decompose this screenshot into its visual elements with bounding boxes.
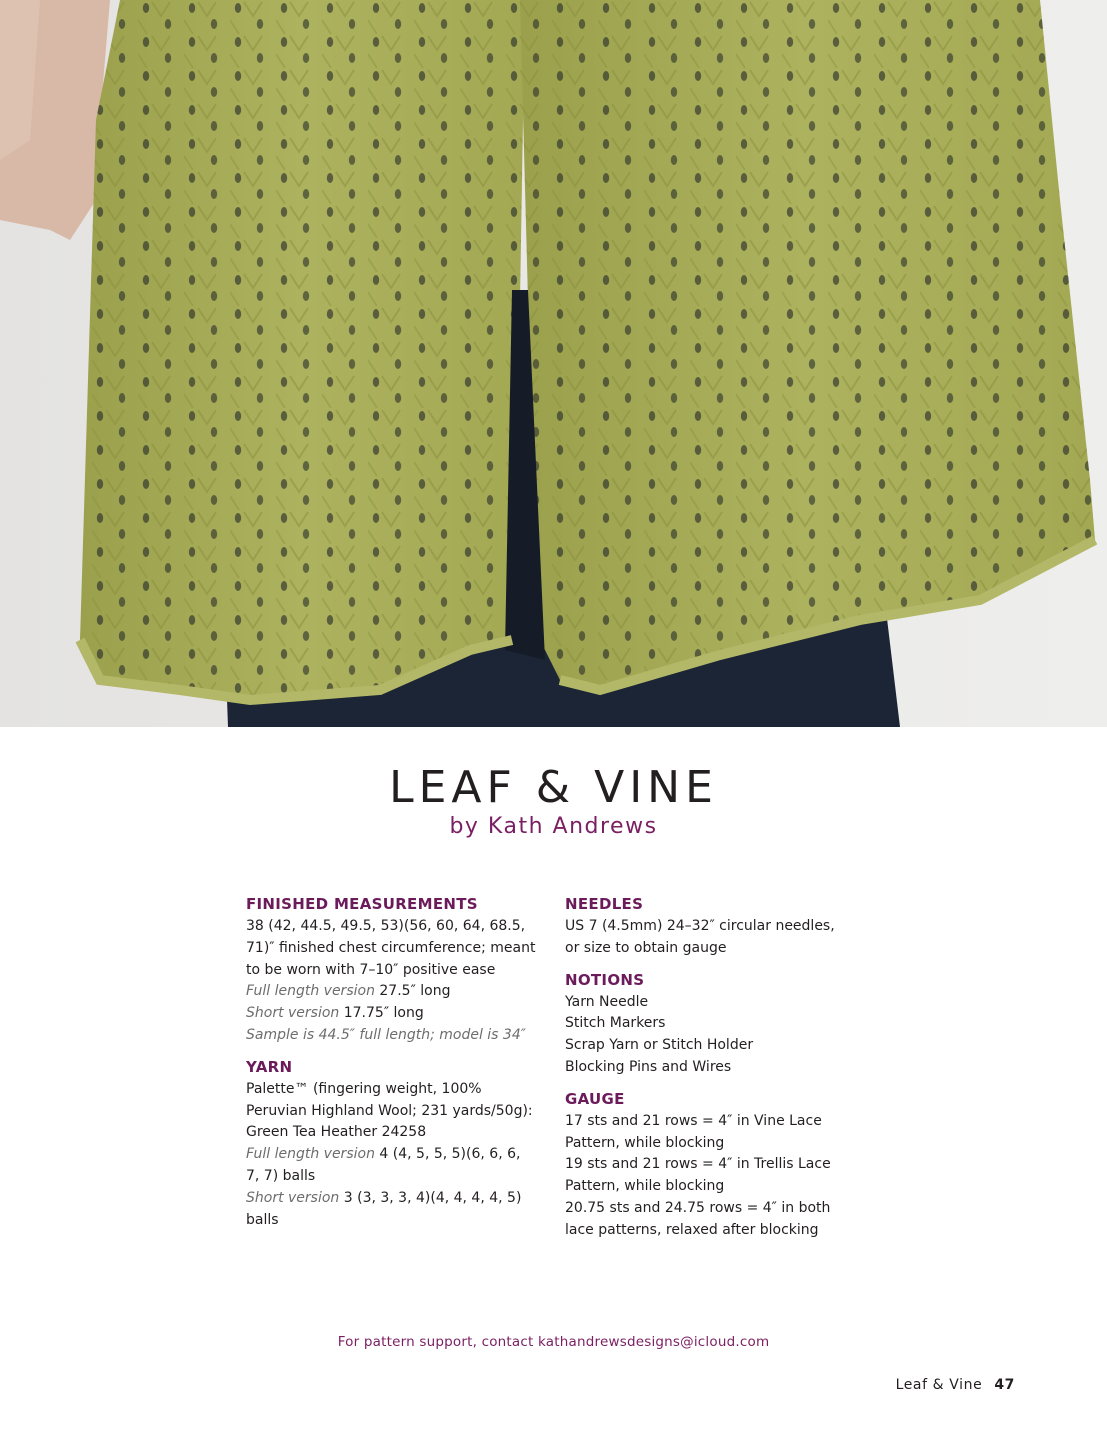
gauge-line: 17 sts and 21 rows = 4″ in Vine Lace	[565, 1112, 822, 1129]
gauge-line: Pattern, while blocking	[565, 1178, 725, 1195]
page-number: 47	[994, 1377, 1015, 1393]
yarn-heading: YARN	[246, 1057, 293, 1076]
full-length-measurement	[246, 981, 546, 1003]
left-column	[246, 893, 546, 1240]
page-title: LEAF & VINE	[389, 762, 718, 813]
pattern-support-contact: For pattern support, contact kathandrewsdesigns@icloud.com	[337, 1334, 770, 1350]
finished-measurements-heading: FINISHED MEASUREMENTS	[246, 895, 478, 913]
notions-section	[565, 969, 855, 1079]
yarn-full-length-label: Full length version	[246, 1146, 375, 1163]
measurement-line: to be worn with 7–10″ positive ease	[246, 961, 496, 978]
yarn-section	[246, 1056, 546, 1232]
notion-item: Blocking Pins and Wires	[565, 1058, 732, 1075]
needles-section	[565, 893, 855, 960]
needles-line: US 7 (4.5mm) 24–32″ circular needles,	[565, 918, 835, 934]
author-byline: by Kath Andrews	[449, 814, 658, 839]
yarn-line: Peruvian Highland Wool; 231 yards/50g):	[246, 1102, 533, 1119]
gauge-line: Pattern, while blocking	[565, 1134, 725, 1151]
sample-note: Sample is 44.5″ full length; model is 34″	[246, 1026, 526, 1043]
page-folio	[896, 1377, 1015, 1393]
yarn-short-label: Short version	[246, 1189, 340, 1206]
yarn-short-cont: balls	[246, 1211, 279, 1228]
notion-item: Scrap Yarn or Stitch Holder	[565, 1037, 754, 1054]
yarn-full-length-cont: 7, 7) balls	[246, 1167, 316, 1184]
notion-item: Stitch Markers	[565, 1015, 666, 1032]
needles-heading: NEEDLES	[565, 895, 644, 913]
full-length-label: Full length version	[246, 983, 375, 1000]
full-length-value: 27.5″ long	[374, 983, 451, 1000]
short-label: Short version	[246, 1005, 340, 1022]
yarn-line: Palette™ (fingering weight, 100%	[246, 1080, 482, 1097]
yarn-line: Green Tea Heather 24258	[246, 1124, 427, 1141]
right-column	[565, 893, 855, 1251]
yarn-short-value: 3 (3, 3, 3, 4)(4, 4, 4, 4, 5)	[339, 1189, 522, 1206]
running-title: Leaf & Vine	[895, 1377, 983, 1393]
gauge-line: lace patterns, relaxed after blocking	[565, 1221, 819, 1238]
measurement-line: 38 (42, 44.5, 49.5, 53)(56, 60, 64, 68.5,	[246, 918, 526, 934]
notion-item: Yarn Needle	[565, 993, 649, 1010]
yarn-short	[246, 1188, 546, 1210]
short-value: 17.75″ long	[339, 1005, 424, 1022]
gauge-line: 20.75 sts and 24.75 rows = 4″ in both	[565, 1199, 831, 1216]
short-measurement	[246, 1003, 546, 1025]
measurement-line: 71)″ finished chest circumference; meant	[246, 939, 536, 956]
yarn-full-length	[246, 1144, 546, 1166]
gauge-heading: GAUGE	[565, 1089, 625, 1108]
notions-heading: NOTIONS	[565, 970, 645, 989]
finished-measurements-section	[246, 893, 546, 1047]
yarn-full-length-value: 4 (4, 5, 5, 5)(6, 6, 6,	[374, 1146, 521, 1163]
gauge-section	[565, 1088, 855, 1242]
gauge-line: 19 sts and 21 rows = 4″ in Trellis Lace	[565, 1156, 831, 1173]
needles-line: or size to obtain gauge	[565, 939, 727, 956]
